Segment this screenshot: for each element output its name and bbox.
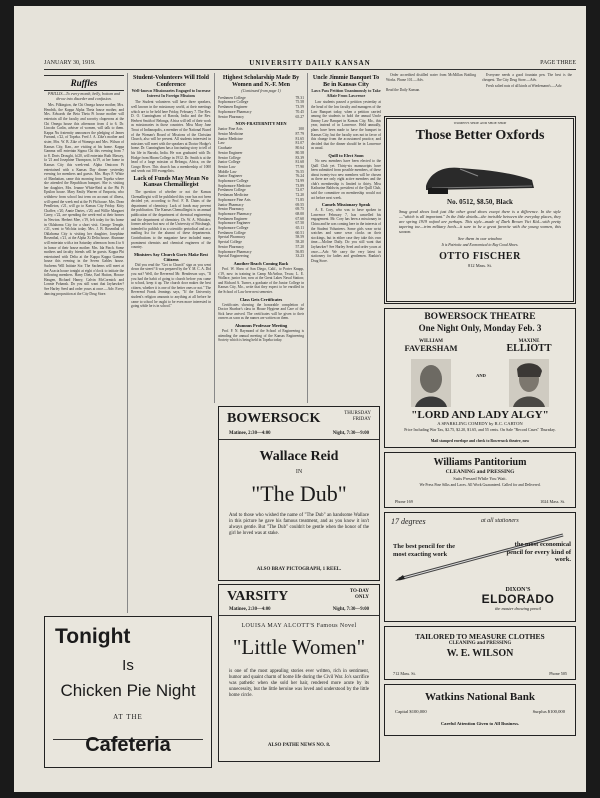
wilson-address: 712 Mass. St.	[393, 671, 416, 676]
scholarship-class: Freshmen College	[218, 230, 246, 235]
beach-headline: Another Beach Coming Back	[233, 260, 289, 266]
williams-pantitorium-ad	[384, 452, 576, 508]
play-title: "LORD AND LADY ALGY"	[411, 409, 549, 421]
uncle-jimmie-headline: Uncle Jimmie Banquet To Be in Kansas City	[312, 75, 380, 88]
scholarship-table-2	[218, 127, 304, 259]
scholarship-class: Senior College	[218, 155, 241, 160]
scholarship-class: Special Engineering	[218, 254, 249, 259]
scholarship-grade: 75.58	[295, 100, 304, 105]
scholarship-grade: 87.79	[295, 132, 304, 136]
classified-right	[482, 73, 572, 113]
scholarship-class: Sophomore Engineer	[218, 221, 251, 226]
student-volunteers-article: The Student volunteers will have three speakers, well known in the missionary world, at their meetings which are to be held here Friday, February 7. The Rev. D. O. Cunningham of Baroda, India and the Rev. Herbert Smith of Belonga, Africa will tell of their work as missionaries in those countries. Miss Mary Jane Trout of Indianapolis, a member of the National Board of the Woman's Board of Missions of the Christian Church, also will be present. All students interested in missions will meet with the speakers at Doctor Hodge's home. Dr. Cunningham has a fascinating story to tell of his life in Baroda, India. He was graduated with Dr. Hodge from Hiram College in 1912. Dr. Smith is at the head of a large mission at Belonga, Africa, on the Congo River. This church has a membership of 1000 and sends out 100 evangelists.	[131, 100, 211, 174]
ministers-article: Did you read the "Get to Church" sign as you went down the street? It was prepared by the Y. M. C. A. Did you not? Well, the Reverend Mr. Henderson says, "If you had the habit of going to church before you came to school, keep it up. The church door makes the best citizen, whether it is one of the better ones or not." The Reverend Frank Jennings says, "If the University student's religion amounts to anything at all before he came to school he ought to be even more interested in going while he is in school."	[131, 262, 211, 309]
quill-article: No new members have been elected to the Quill Club yet. Thirty-six manuscripts have been submitted from possible members, of these about twenty-two new members will be chosen as there are only eight active members and the club's membership is limited to thirty. Miss Katharine Baldwin, president of the Quill Club, said the committee on membership would not act before next week.	[311, 158, 381, 200]
scholarship-headline: Highest Scholarship Made By Women and N.-F. Men	[222, 75, 300, 88]
little-women-copy: is one of the most appealing stories ever written, rich in sentiment, humor and quaint charm of home life during the Civil War. Jo's sacrifice was pathetic when she sold her hair, rendered more acute by its unnecessity, but the little heroine was loved and understood by the little home circle.	[229, 669, 369, 698]
bowersock-day-1: THURSDAY	[344, 411, 371, 416]
wilson-subtitle: CLEANING and PRESSING	[448, 641, 512, 646]
star-faversham	[393, 339, 469, 353]
bank-title: Watkins National Bank	[424, 691, 536, 703]
scholarship-class: Law	[218, 141, 225, 146]
pantitorium-title: Williams Pantitorium	[433, 457, 527, 468]
oxford-see-window: See them in our window	[457, 236, 503, 242]
scholarship-class: Senior Pharmacy	[218, 114, 245, 119]
elliott-portrait-icon	[509, 359, 549, 407]
and-separator: AND	[476, 373, 486, 378]
fountain-pen-ad: Everyone needs a good fountain pen. The best is the cheapest. The City Drug Store.—Adv.	[482, 73, 572, 82]
scholarship-grade: 67.60	[295, 216, 304, 221]
bowersock-theatre-ad	[384, 308, 576, 448]
scholarship-class: Senior Engineer	[218, 150, 243, 155]
eldorado-logo: ELDORADO	[481, 592, 555, 606]
dixon-brand: DIXON'S	[505, 587, 531, 593]
wilson-title: TAILORED TO MEASURE CLOTHES	[415, 632, 545, 641]
bowersock-matinee: Matinee, 2:30—4:00	[229, 431, 271, 436]
professor-meeting-headline: Alumnus Professor Meeting	[234, 322, 288, 328]
scholarship-class: Middle Law	[218, 169, 237, 174]
degrees-label: 17 degrees	[391, 517, 426, 526]
bray-pictograph: ALSO BRAY PICTOGRAPH, 1 REEL.	[256, 567, 342, 572]
film-the-dub: "The Dub"	[251, 481, 347, 506]
star-elliott-last: ELLIOTT	[506, 343, 552, 354]
masthead-title: UNIVERSITY DAILY KANSAN	[249, 59, 371, 67]
scholarship-grade: 72.20	[295, 193, 304, 198]
play-byline: A SPARKLING COMEDY by R.C. CARTON	[437, 421, 523, 426]
star-elliott-first: MAXINE	[518, 339, 540, 344]
scholarship-grade: 69.75	[295, 207, 304, 212]
scholarship-grade: 60.51	[295, 230, 304, 235]
bowersock-night: Night, 7:30—9:00	[332, 431, 369, 436]
wilson-tailor-ad	[384, 626, 576, 680]
mail-order-note: Mail stamped envelope and check to Bowersock theatre, now	[430, 439, 530, 443]
scholarship-grade: 58.20	[295, 240, 304, 245]
society-article-body: Mrs. Pilkington, the Chi Omega house mother, Mrs. Hendrik, the Kappa Alpha Theta house mother, and Mrs. Edwards the Beta Theta Pi house mother will entertain all the faculty and sorority chaperons at the Chi Omega house this afternoon from 4 to 6. Dr. Lincoln Carlin, adviser of women, will talk to them. Kappa Nu fraternity announces the pledging of James Farrand, c'22, of Topeka. Fred J. A. Zike's mother and sister, Mrs. W. B. Zike of Wamego and Mrs. Wilson of Kansas City, Kan., are visiting at his home. Kappa Gamma will entertain Sigma Chi this evening from 7 to 8. Doris Drought, fa'20, will entertain Ruth Massey, fa '21 and Josephine Thompson, fa'19, at her home in Kansas City this week-end. Alpha Omicron Pi entertained with a Kansas Day dinner yesterday evening for members and guests. Mrs. Hays P. White of Manhattan, came this morning from Topeka where she attended the Republican banquet. She is visiting her daughter, Mrs. Jeanne White-Reid at the Phi Pi Epsilon house. Mary Emily Warren of Emporia, who withdrew from school last term on account of illness, will spend the week end at the Pi Phi house. Mrs. Dean Pendleton, c'21, will go to Kansas City Friday. Kitty Chaffee, c'20, Annie Dartes, c'20, and Willie Margaret Carey, c'22, are spending the week-end at their homes in Newton. Herbert Mee, c'19, left today for his home in Oklahoma City for a short visit. George Temple, c'21, went to Wichita today. Mrs. J. B. Rosenthal of Oklahoma City is visiting her daughter, Josephine Rosenthal, c'21, at the Alpha Xi Delta house. Alumnae will entertain with a tea Saturday afternoon from 4 to 6 in honor of their house mother. Mrs. Ida Finch. Some mothers and faculty friends will be guests. Kappa Phi entertained with Delta at the Kappa Kappa Gamma house this evening in the Seven Gables house. Sachems Will Initiate Six: The Sachems will meet at the Acacia house tonight at eight o'clock to initiate the following members. Harry Dietz, Earl Hutton, Horace Haugen, Richard Haney, Calvin McCormick and Lonnie Pobansk. Do you still want that Jayhawker? See Harley Seed and order yours at once.—Adv. Every dancing proposition at the City Drug Store.	[44, 103, 124, 296]
news-column-2	[131, 73, 211, 615]
scholarship-grade: 80.64	[295, 146, 304, 151]
ticket-prices: Price Including War Tax, $2.75, $2.20, $1.65, and 55 cents. On Sale "Record Cases" Thursday.	[404, 427, 556, 432]
the-dub-copy: And to those who wished the name of "The Dub" an handsome Wallace in this picture he gave his famous treatment, and as you know it isn't always gentle. But "The Dub" couldn't be gentle when the honor of the girl he loved was at stake.	[229, 513, 369, 536]
oxford-tagline: WOMEN'S SHOE AND SHOE SHOP	[453, 121, 507, 125]
scholarship-row	[218, 254, 304, 259]
professor-meeting-article: Prof. F. N. Raymond of the School of Engineering is attending the annual meeting of the Kansas Engineering Society which is being held in Topeka today.	[218, 328, 304, 343]
student-volunteers-headline: Student-Volunteers Will Hold Conference	[133, 75, 209, 88]
scholarship-grade: 81.68	[295, 160, 304, 165]
cafeteria-label: Cafeteria	[85, 734, 171, 756]
scholarship-grade: 81.65	[295, 136, 304, 141]
bank-note: Careful Attention Given to All Business.	[440, 721, 520, 726]
scholarship-grade: 73.59	[295, 105, 304, 110]
chicken-pie-night-label: Chicken Pie Night	[60, 681, 196, 700]
student-volunteers-subhead: Well-known Missionaries Engaged to Increase Interest In Foreign Missions	[131, 88, 211, 98]
oxford-patriotic-line: It is Patriotic and Economical to Buy Good Shoes.	[441, 243, 519, 248]
scholarship-grade: 58.59	[295, 235, 304, 240]
scholarship-grade: 73.89	[295, 183, 304, 188]
water-ad: Order accredited distilled water from McMillan Bottling Works. Phone 101.—Adv.	[386, 73, 476, 82]
scholarship-class: Junior College	[218, 160, 241, 165]
varsity-little-women-ad	[218, 584, 380, 762]
missionary-headline: Camels Missionary Speak	[321, 202, 371, 208]
scholarship-class: Sophomore Pharmacy	[218, 109, 252, 114]
non-fraternity-heading: NON-FRATERNITY MEN	[235, 121, 287, 127]
certificates-headline: Class Gets Certificates	[239, 296, 283, 302]
society-column	[44, 73, 124, 613]
star-faversham-first: WILLIAM	[419, 339, 443, 344]
quill-headline: Quill to Elect Soon	[328, 152, 364, 158]
bowersock-theatre-title: BOWERSOCK THEATRE	[424, 312, 536, 322]
scholarship-class: Senior Pharmacy	[218, 207, 245, 212]
scholarship-grade: 81.07	[295, 141, 304, 146]
pantitorium-subtitle: CLEANING and PRESSING	[445, 469, 515, 475]
scholarship-grade: 72.07	[295, 188, 304, 193]
read-kansan-ad: Read the Daily Kansan.	[386, 88, 421, 93]
ruffles-subhead: PHILLIS—To every month, belly, bottom and throw into disorder and confusion.	[47, 91, 121, 101]
film-little-women: "Little Women"	[232, 635, 366, 659]
scholarship-grade: 74.99	[295, 179, 304, 184]
otto-fischer-ad	[384, 116, 576, 304]
economical-pencil-copy: the most economical pencil for every kind of work.	[506, 541, 571, 563]
tonight-label: Tonight	[55, 625, 131, 648]
scholarship-grade: 70.45	[295, 109, 304, 114]
ruffles-heading: Ruffles	[44, 75, 124, 91]
otto-fischer-address: 812 Mass. St.	[468, 263, 492, 269]
is-label: Is	[122, 657, 134, 674]
bowersock-day-2: FRIDAY	[352, 417, 371, 422]
lack-of-funds-headline: Lack of Funds May Mean No Kansas Chemalliegist	[133, 175, 209, 189]
scholarship-class: Sophomore College	[218, 226, 249, 231]
bowersock-wallace-reid-ad	[218, 406, 380, 581]
uncle-jimmie-article: Law students passed a petition yesterday at the head of the law faculty and managers of the Law Banquet today, when a petition carried among the students to hold the annual Uncle Jimmy Law Banquet in Kansas City, Mo., this year, instead of in Lawrence. Held annually, plans have been made to have the banquet in Kansas City, but the faculty was not in favor of this change from the accustomed practice, and decided that the dinner should be in Lawrence as usual.	[311, 100, 381, 151]
otto-fischer-name: OTTO FISCHER	[439, 251, 521, 263]
scholarship-grade: 68.00	[295, 211, 304, 216]
dixon-pencil-ad	[384, 512, 576, 622]
varsity-day-1: TO-DAY	[349, 589, 369, 594]
scholarship-class: Freshmen College	[218, 95, 246, 100]
oxford-model: No. 0512, $8.50, Black	[447, 198, 513, 207]
masthead	[44, 58, 576, 70]
scholarship-grade: 80.58	[295, 150, 304, 155]
scholarship-grade: 71.85	[295, 197, 304, 202]
watkins-bank-ad	[384, 684, 576, 736]
faversham-portrait-icon	[411, 359, 451, 407]
bowersock-title: BOWERSOCK	[227, 411, 321, 426]
bank-surplus: Surplus $100,000	[532, 709, 565, 714]
scholarship-class: Junior Medicine	[218, 136, 243, 141]
pantitorium-address: 1024 Mass. St.	[540, 499, 565, 504]
scholarship-class: Junior Pharmacy	[218, 202, 244, 207]
scholarship-class: Junior Fine Arts	[218, 127, 243, 132]
column-rule	[214, 73, 215, 403]
one-night-only: One Night Only, Monday Feb. 3	[418, 323, 542, 333]
scholarship-grade: 67.50	[295, 221, 304, 226]
bank-capital: Capital $100,000	[395, 709, 427, 714]
certificates-article: Certificates showing the honorable completion of Doctor Sharbor's class in House Hygiene and Care of the Sick have arrived. The certificates will be given to their owners as soon as the names are written on them.	[218, 302, 304, 321]
scholarship-class: Special Pharmacy	[218, 235, 246, 240]
nuts-ad: Fresh salted nuts of all kinds at Wiedemann's.—Adv.	[486, 83, 563, 88]
scholarship-grade: 57.20	[295, 244, 304, 249]
scholarship-grade: 33.23	[295, 254, 304, 259]
scholarship-class: Freshmen Engineer	[218, 105, 248, 110]
scholarship-grade: 76.55	[295, 169, 304, 174]
varsity-title: VARSITY	[227, 589, 289, 604]
pantitorium-line-1: Suits Pressed While You Wait.	[453, 476, 507, 481]
scholarship-grade: 69.55	[295, 202, 304, 207]
scholarship-grade: 65.27	[295, 114, 304, 119]
oxford-title: Those Better Oxfords	[415, 128, 545, 144]
scholarship-class: Sophomore Medicine	[218, 183, 251, 188]
star-wallace-reid: Wallace Reid	[259, 449, 339, 464]
scholarship-class: Freshmen Engineer	[218, 216, 248, 221]
masthead-date: JANUARY 30, 1919.	[44, 60, 96, 66]
news-column-4	[311, 73, 381, 403]
scholarship-class: Senior Law	[218, 164, 236, 169]
beach-article: Prof. W. Shaw of San Diego, Calif., to Porter Knapp, c'19, now in training in Camp McArthur, Texas; L. E. Wallace, junior law, now at the Great Lakes Naval Station; and Richard A. Turner, a graduate of the Junior College in Kansas City, Mo., write that they expect to be enrolled in the School of Law here next semester.	[218, 266, 304, 294]
eldorado-tagline: the master drawing pencil	[495, 606, 541, 611]
scholarship-class: Graduate	[218, 146, 232, 151]
scholarship-grade: 78.31	[295, 95, 304, 100]
oxford-copy: Snug good shoes look just like other good shoes except there is a difference. In the style—"which is all important." In the little details—the invisible between the everyday places, they are spring 1919 oxford are perhaps. This style—made of Dark Brown Vici Kid—with pretty tapering toe—trim military heels—it sure to be a great favorite with the young women, this season.	[399, 209, 561, 235]
scholarship-grade: 56.85	[295, 249, 304, 254]
missionary-article: A. E. Cory, who was to have spoken in Lawrence February 7, has cancelled his engagement. Mr. Cory has been a missionary in China and he was coming here in the interests of the Student Volunteers. Some girls wear wrist watches and some wear clocks on their stockings, but in either case they take this own time.—Moline Daily. Do you still want that Jayhawker? See Harley Seed and order yours at once.—Adv. We carry the very latest in stationery for ladies and gentlemen. Rankin's Drug Store.	[311, 208, 381, 263]
lack-of-funds-article: The question of whether or not the Kansas Chemalliegist will be published this year has not been decided yet, according to Prof. F. B. Dains of the department of chemistry. Lack of funds may prevent the publication. The Kansas Chemalliegist is an annual publication of the department of chemical engineering and the department of chemistry. Dr. W. A. Whitaker, former adviser but now of the University of Pittsburgh, intended to publish it as a scientific periodical and as a mailing list for the alumni of these departments. Contributions to the magazine have included many prominent chemists and chemical engineers of the country.	[131, 190, 211, 250]
wilson-phone: Phone 505	[549, 671, 567, 676]
column-rule	[307, 73, 308, 403]
classified-left	[386, 73, 476, 113]
masthead-page: PAGE THREE	[540, 60, 576, 66]
newspaper-page	[14, 6, 586, 792]
pantitorium-phone: Phone 169	[395, 499, 413, 504]
scholarship-row	[218, 115, 304, 120]
scholarship-class: Special College	[218, 240, 242, 245]
scholarship-table-1	[218, 96, 304, 120]
scholarship-class: Sophomore College	[218, 179, 249, 184]
scholarship-class: Freshmen College	[218, 188, 246, 193]
ministers-headline: Ministers Say Church Gorts Make Best Citizens	[134, 251, 208, 262]
star-elliott	[489, 339, 569, 354]
scholarship-grade: 77.90	[295, 164, 304, 169]
scholarship-class: Sophomore College	[218, 100, 249, 105]
star-faversham-last: FAVERSHAM	[404, 343, 458, 353]
pantitorium-line-2: We Press Fine Silks and Laces. All Work Guaranteed. Called for and Delivered.	[419, 483, 541, 487]
scholarship-class: Senior Pharmacy	[218, 244, 245, 249]
scholarship-class: Sophomore Pharmacy	[218, 249, 252, 254]
pathe-news: ALSO PATHE NEWS NO. 8.	[267, 743, 331, 748]
alcott-credit: LOUISA MAY ALCOTT'S Famous Novel	[241, 623, 357, 629]
at-the-label: AT THE	[113, 713, 143, 721]
scholarship-class: Senior Medicine	[218, 132, 244, 136]
scholarship-class: Sophomore Pharmacy	[218, 211, 252, 216]
stationers-label: at all stationers	[481, 518, 519, 524]
varsity-day-2: ONLY	[355, 595, 369, 600]
best-pencil-copy: The best pencil for the most exacting work	[393, 543, 455, 558]
varsity-night: Night, 7:30—9:00	[332, 607, 369, 612]
shoe-illustration-icon	[420, 152, 540, 196]
scholarship-class: Freshman Medicine	[218, 193, 249, 198]
cafeteria-ad	[44, 616, 212, 768]
scholarship-grade: 76.24	[295, 174, 304, 179]
scholarship-class: Junior Engineer	[218, 174, 243, 179]
varsity-matinee: Matinee, 2:30—4:00	[229, 607, 271, 612]
scholarship-grade: 100	[298, 127, 304, 132]
uncle-jimmie-subhead: Laws Pass Petition Unanimously to Take Affair From Lawrence	[311, 88, 381, 98]
column-rule	[127, 73, 128, 613]
wilson-name: W. E. WILSON	[446, 648, 514, 659]
in-label: IN	[295, 469, 303, 475]
scholarship-class: Sophomore Fine Arts	[218, 197, 251, 202]
news-column-3	[218, 73, 304, 403]
scholarship-grade: 83.39	[295, 155, 304, 160]
scholarship-grade: 65.11	[295, 226, 304, 231]
scholarship-continued: (Continued from page 1)	[241, 88, 281, 94]
